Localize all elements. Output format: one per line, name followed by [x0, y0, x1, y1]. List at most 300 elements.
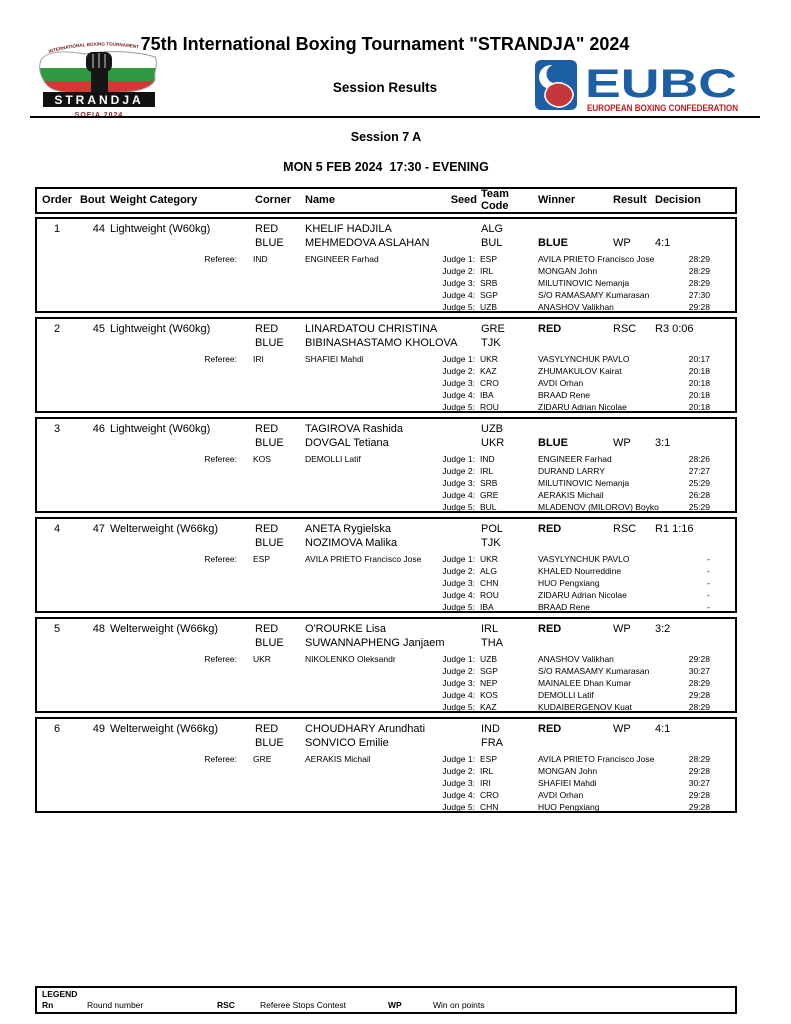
team-code: THA	[481, 637, 503, 649]
corner-label: BLUE	[255, 437, 284, 449]
judge-team: ALG	[480, 566, 498, 576]
corner-label: BLUE	[255, 337, 284, 349]
referee-name	[287, 601, 437, 613]
referee-name	[287, 365, 437, 377]
weight-category: Welterweight (W66kg)	[110, 723, 218, 735]
referee-team	[237, 801, 287, 813]
bout-number	[77, 336, 105, 350]
corner-label: RED	[255, 223, 279, 235]
referee-name	[287, 501, 437, 513]
strandja-banner-text: STRANDJA	[54, 93, 144, 107]
judge-score: 27:27	[688, 466, 710, 476]
officials-details	[37, 753, 735, 813]
judge-label: Judge 5:	[442, 502, 475, 512]
corner-label: BLUE	[255, 637, 284, 649]
team-code: UKR	[481, 437, 505, 449]
judge-score: 28:29	[688, 266, 710, 276]
officials-row	[37, 689, 735, 701]
legend-abbr: RSC	[217, 1000, 235, 1010]
boxer-name: SONVICO Emilie	[305, 737, 389, 749]
officials-row	[37, 701, 735, 713]
judge-team: ROU	[480, 590, 499, 600]
judge-score: 27:30	[688, 290, 710, 300]
judge-score: 29:28	[688, 766, 710, 776]
col-weight: Weight Category	[110, 193, 198, 206]
referee-team	[237, 777, 287, 789]
officials-row	[37, 253, 735, 265]
referee-label	[37, 301, 237, 313]
judge-name: MAINALEE Dhan Kumar	[538, 678, 632, 688]
judge-label: Judge 2:	[442, 466, 475, 476]
referee-team	[237, 789, 287, 801]
bout-number: 49	[92, 723, 105, 735]
judge-team: BUL	[480, 502, 497, 512]
judge-label: Judge 3:	[442, 278, 475, 288]
referee-name: DEMOLLI Latif	[305, 454, 361, 464]
boxer-name: SUWANNAPHENG Janjaem	[305, 637, 445, 649]
legend-row	[42, 1000, 735, 1011]
judge-label: Judge 5:	[442, 402, 475, 412]
judge-score: 20:18	[688, 366, 710, 376]
judge-team: SGP	[480, 290, 498, 300]
referee-team	[237, 389, 287, 401]
bout-order: 3	[53, 423, 61, 435]
officials-row	[37, 265, 735, 277]
bout-row-red	[37, 522, 735, 536]
seed-value	[445, 522, 477, 536]
officials-row	[37, 665, 735, 677]
legend-abbr: Rn	[42, 1000, 54, 1010]
referee-label	[37, 465, 237, 477]
referee-name	[287, 289, 437, 301]
judge-name: MONGAN John	[538, 266, 598, 276]
weight-category: Welterweight (W66kg)	[110, 523, 218, 535]
judge-team: IBA	[480, 390, 494, 400]
col-seed: Seed	[450, 193, 477, 206]
bout-row-blue	[37, 736, 735, 750]
judge-label: Judge 1:	[442, 454, 475, 464]
officials-row	[37, 465, 735, 477]
winner-cell: RED	[538, 323, 562, 335]
bout-number	[77, 536, 105, 550]
seed-value	[445, 636, 477, 650]
referee-team: ESP	[253, 554, 271, 564]
result-cell	[607, 222, 649, 236]
judge-label: Judge 4:	[442, 590, 475, 600]
decision-cell	[649, 422, 735, 436]
referee-team	[237, 265, 287, 277]
boxer-name: KHELIF HADJILA	[305, 223, 392, 235]
team-code: TJK	[481, 337, 501, 349]
judge-score: -	[707, 554, 710, 564]
bout-row-blue	[37, 436, 735, 450]
judge-team: KAZ	[480, 366, 497, 376]
referee-name	[287, 665, 437, 677]
judge-score: 25:29	[688, 478, 710, 488]
referee-name	[287, 477, 437, 489]
officials-row	[37, 677, 735, 689]
judge-label: Judge 3:	[442, 378, 475, 388]
bout-box	[35, 317, 737, 413]
bout-order: 4	[53, 523, 61, 535]
referee-team	[237, 289, 287, 301]
bout-order	[37, 336, 77, 350]
team-code: FRA	[481, 737, 503, 749]
judge-name: AERAKIS Michail	[538, 490, 604, 500]
judge-label: Judge 5:	[442, 802, 475, 812]
judge-score: 20:18	[688, 378, 710, 388]
col-corner: Corner	[255, 193, 292, 206]
judge-name: MILUTINOVIC Nemanja	[538, 278, 630, 288]
referee-label	[37, 265, 237, 277]
judge-name: VASYLYNCHUK PAVLO	[538, 354, 630, 364]
result-cell	[607, 336, 649, 350]
referee-team: IND	[253, 254, 268, 264]
team-code: TJK	[481, 537, 501, 549]
referee-name	[287, 577, 437, 589]
officials-row	[37, 289, 735, 301]
referee-name	[287, 589, 437, 601]
referee-team: IRI	[253, 354, 264, 364]
corner-label: RED	[255, 423, 279, 435]
bout-box	[35, 417, 737, 513]
decision-cell	[649, 536, 735, 550]
winner-cell	[532, 336, 607, 350]
referee-label	[37, 777, 237, 789]
judge-team: IRI	[480, 778, 491, 788]
officials-row	[37, 353, 735, 365]
decision-cell: 4:1	[655, 237, 671, 249]
judge-label: Judge 5:	[442, 702, 475, 712]
judge-label: Judge 2:	[442, 766, 475, 776]
decision-cell	[649, 636, 735, 650]
officials-row	[37, 565, 735, 577]
officials-details	[37, 653, 735, 713]
referee-name	[287, 701, 437, 713]
team-code: BUL	[481, 237, 503, 249]
referee-label	[37, 677, 237, 689]
judge-name: AVDI Orhan	[538, 378, 584, 388]
judge-label: Judge 2:	[442, 266, 475, 276]
decision-cell: R3 0:06	[655, 323, 694, 335]
seed-value	[445, 236, 477, 250]
team-code: UZB	[481, 423, 503, 435]
eubc-logo	[533, 56, 740, 116]
referee-name: AERAKIS Michail	[305, 754, 371, 764]
referee-name	[287, 265, 437, 277]
judge-score: 29:28	[688, 654, 710, 664]
officials-details	[37, 253, 735, 313]
judge-name: KHALED Nourreddine	[538, 566, 622, 576]
judge-label: Judge 4:	[442, 690, 475, 700]
winner-cell: BLUE	[538, 437, 568, 449]
judge-name: ZHUMAKULOV Kairat	[538, 366, 622, 376]
boxer-name: NOZIMOVA Malika	[305, 537, 398, 549]
referee-label: Referee:	[204, 254, 237, 264]
result-cell	[607, 422, 649, 436]
judge-name: AVDI Orhan	[538, 790, 584, 800]
session-datetime: MON 5 FEB 2024 17:30 - EVENING	[283, 160, 489, 174]
winner-cell: RED	[538, 723, 562, 735]
legend-desc: Win on points	[433, 1000, 485, 1010]
referee-team	[237, 701, 287, 713]
judge-name: ANASHOV Valikhan	[538, 654, 614, 664]
referee-name	[287, 301, 437, 313]
winner-cell	[532, 636, 607, 650]
judge-name: MILUTINOVIC Nemanja	[538, 478, 630, 488]
judge-score: 29:28	[688, 302, 710, 312]
referee-name	[287, 789, 437, 801]
judge-team: ROU	[480, 402, 499, 412]
judge-team: KAZ	[480, 702, 497, 712]
judge-label: Judge 5:	[442, 302, 475, 312]
judge-score: 20:18	[688, 402, 710, 412]
judge-name: BRAAD Rene	[538, 602, 590, 612]
judge-name: HUO Pengxiang	[538, 802, 600, 812]
seed-value	[445, 736, 477, 750]
referee-label	[37, 601, 237, 613]
winner-cell	[532, 736, 607, 750]
officials-row	[37, 377, 735, 389]
judge-team: UKR	[480, 554, 498, 564]
referee-team	[237, 689, 287, 701]
judge-team: CRO	[480, 790, 499, 800]
bout-number: 47	[92, 523, 105, 535]
judge-label: Judge 3:	[442, 678, 475, 688]
seed-value	[445, 322, 477, 336]
legend-desc: Referee Stops Contest	[260, 1000, 346, 1010]
officials-row	[37, 601, 735, 613]
bout-number: 48	[92, 623, 105, 635]
winner-cell: RED	[538, 523, 562, 535]
referee-label: Referee:	[204, 454, 237, 464]
judge-score: 28:29	[688, 754, 710, 764]
seed-value	[445, 422, 477, 436]
judge-label: Judge 2:	[442, 366, 475, 376]
corner-label: RED	[255, 523, 279, 535]
referee-name	[287, 801, 437, 813]
officials-row	[37, 489, 735, 501]
judge-name: ZIDARU Adrian Nicolae	[538, 590, 627, 600]
referee-label	[37, 801, 237, 813]
referee-label	[37, 365, 237, 377]
bout-number	[77, 236, 105, 250]
referee-label	[37, 665, 237, 677]
judge-team: IRL	[480, 466, 494, 476]
referee-name: ENGINEER Farhad	[305, 254, 379, 264]
bout-number	[77, 436, 105, 450]
bout-order	[37, 436, 77, 450]
judge-score: 28:29	[688, 678, 710, 688]
referee-team	[237, 277, 287, 289]
judge-score: 25:29	[688, 502, 710, 512]
bout-list	[35, 217, 737, 817]
legend-desc: Round number	[87, 1000, 144, 1010]
judge-name: KUDAIBERGENOV Kuat	[538, 702, 633, 712]
judge-label: Judge 5:	[442, 602, 475, 612]
officials-details	[37, 553, 735, 613]
judge-team: CHN	[480, 578, 499, 588]
judge-label: Judge 2:	[442, 666, 475, 676]
judge-label: Judge 3:	[442, 578, 475, 588]
referee-team	[237, 401, 287, 413]
judge-score: 20:17	[688, 354, 710, 364]
judge-label: Judge 1:	[442, 554, 475, 564]
judge-score: 28:29	[688, 702, 710, 712]
judge-team: UZB	[480, 654, 497, 664]
bout-row-red	[37, 322, 735, 336]
referee-team	[237, 489, 287, 501]
bout-row-blue	[37, 536, 735, 550]
boxer-name: ANETA Rygielska	[305, 523, 391, 535]
header-divider	[30, 116, 760, 118]
decision-cell	[649, 336, 735, 350]
referee-label	[37, 377, 237, 389]
referee-label	[37, 401, 237, 413]
decision-cell: 4:1	[655, 723, 671, 735]
bout-order: 1	[53, 223, 61, 235]
seed-value	[445, 622, 477, 636]
referee-label	[37, 577, 237, 589]
judge-name: AVILA PRIETO Francisco Jose	[538, 754, 655, 764]
winner-cell	[532, 422, 607, 436]
decision-cell	[649, 736, 735, 750]
judge-team: IRL	[480, 766, 494, 776]
corner-label: RED	[255, 623, 279, 635]
team-code: IRL	[481, 623, 499, 635]
judge-label: Judge 4:	[442, 290, 475, 300]
judge-name: DURAND LARRY	[538, 466, 605, 476]
corner-label: BLUE	[255, 237, 284, 249]
officials-row	[37, 589, 735, 601]
judge-score: 29:28	[688, 790, 710, 800]
judge-label: Judge 3:	[442, 778, 475, 788]
page-title: 75th International Boxing Tournament "STRANDJA" 2024	[140, 34, 630, 54]
judge-name: SHAFIEI Mahdi	[538, 778, 597, 788]
judge-score: 29:28	[688, 690, 710, 700]
judge-name: DEMOLLI Latif	[538, 690, 594, 700]
officials-row	[37, 801, 735, 813]
judge-score: -	[707, 602, 710, 612]
corner-label: BLUE	[255, 537, 284, 549]
referee-name	[287, 677, 437, 689]
weight-category	[105, 436, 250, 450]
judge-label: Judge 4:	[442, 490, 475, 500]
weight-category: Lightweight (W60kg)	[110, 323, 211, 335]
judge-team: SGP	[480, 666, 498, 676]
bout-row-red	[37, 722, 735, 736]
bout-order	[37, 736, 77, 750]
result-cell	[607, 636, 649, 650]
col-order: Order	[42, 193, 72, 206]
bout-number: 46	[92, 423, 105, 435]
referee-label: Referee:	[204, 754, 237, 764]
judge-label: Judge 4:	[442, 390, 475, 400]
eubc-glove-icon	[535, 60, 577, 110]
judge-team: SRB	[480, 478, 498, 488]
winner-cell: RED	[538, 623, 562, 635]
legend-title: LEGEND	[42, 989, 78, 999]
referee-name	[287, 765, 437, 777]
col-decision: Decision	[655, 193, 701, 206]
judge-team: NEP	[480, 678, 498, 688]
judge-score: 30:27	[688, 778, 710, 788]
referee-label	[37, 489, 237, 501]
result-cell: WP	[613, 623, 631, 635]
officials-row	[37, 653, 735, 665]
bout-order	[37, 536, 77, 550]
referee-label	[37, 565, 237, 577]
seed-value	[445, 722, 477, 736]
referee-name	[287, 401, 437, 413]
referee-label	[37, 765, 237, 777]
referee-name	[287, 489, 437, 501]
seed-value	[445, 436, 477, 450]
judge-score: 29:28	[688, 802, 710, 812]
session-label: Session 7 A	[350, 130, 422, 144]
judge-name: ZIDARU Adrian Nicolae	[538, 402, 627, 412]
judge-team: KOS	[480, 690, 498, 700]
judge-team: SRB	[480, 278, 498, 288]
judge-name: ANASHOV Valikhan	[538, 302, 614, 312]
referee-label	[37, 789, 237, 801]
bout-row-blue	[37, 336, 735, 350]
col-team: Team Code	[481, 188, 509, 212]
referee-label: Referee:	[204, 554, 237, 564]
referee-name: AVILA PRIETO Francisco Jose	[305, 554, 422, 564]
officials-row	[37, 789, 735, 801]
judge-score: -	[707, 578, 710, 588]
bout-row-red	[37, 222, 735, 236]
bout-row-blue	[37, 636, 735, 650]
judge-team: CHN	[480, 802, 499, 812]
result-cell: RSC	[613, 523, 637, 535]
referee-name	[287, 389, 437, 401]
judge-name: S/O RAMASAMY Kumarasan	[538, 290, 650, 300]
officials-row	[37, 301, 735, 313]
judge-team: IBA	[480, 602, 494, 612]
officials-details	[37, 453, 735, 513]
referee-name	[287, 377, 437, 389]
judge-score: -	[707, 590, 710, 600]
weight-category	[105, 336, 250, 350]
judge-label: Judge 1:	[442, 354, 475, 364]
team-code: ALG	[481, 223, 504, 235]
bout-order: 2	[53, 323, 61, 335]
judge-team: ESP	[480, 254, 498, 264]
results-table-header	[35, 187, 737, 214]
col-name: Name	[305, 193, 335, 206]
seed-value	[445, 222, 477, 236]
bout-number	[77, 736, 105, 750]
referee-name	[287, 689, 437, 701]
result-cell: WP	[613, 237, 631, 249]
judge-label: Judge 2:	[442, 566, 475, 576]
referee-team	[237, 477, 287, 489]
referee-team: UKR	[253, 654, 271, 664]
referee-label	[37, 589, 237, 601]
referee-name: SHAFIEI Mahdi	[305, 354, 364, 364]
officials-row	[37, 365, 735, 377]
referee-label	[37, 277, 237, 289]
bout-number: 45	[92, 323, 105, 335]
bout-number: 44	[92, 223, 105, 235]
judge-name: BRAAD Rene	[538, 390, 590, 400]
referee-label: Referee:	[204, 654, 237, 664]
judge-score: 30:27	[688, 666, 710, 676]
col-winner: Winner	[538, 193, 576, 206]
weight-category: Lightweight (W60kg)	[110, 223, 211, 235]
